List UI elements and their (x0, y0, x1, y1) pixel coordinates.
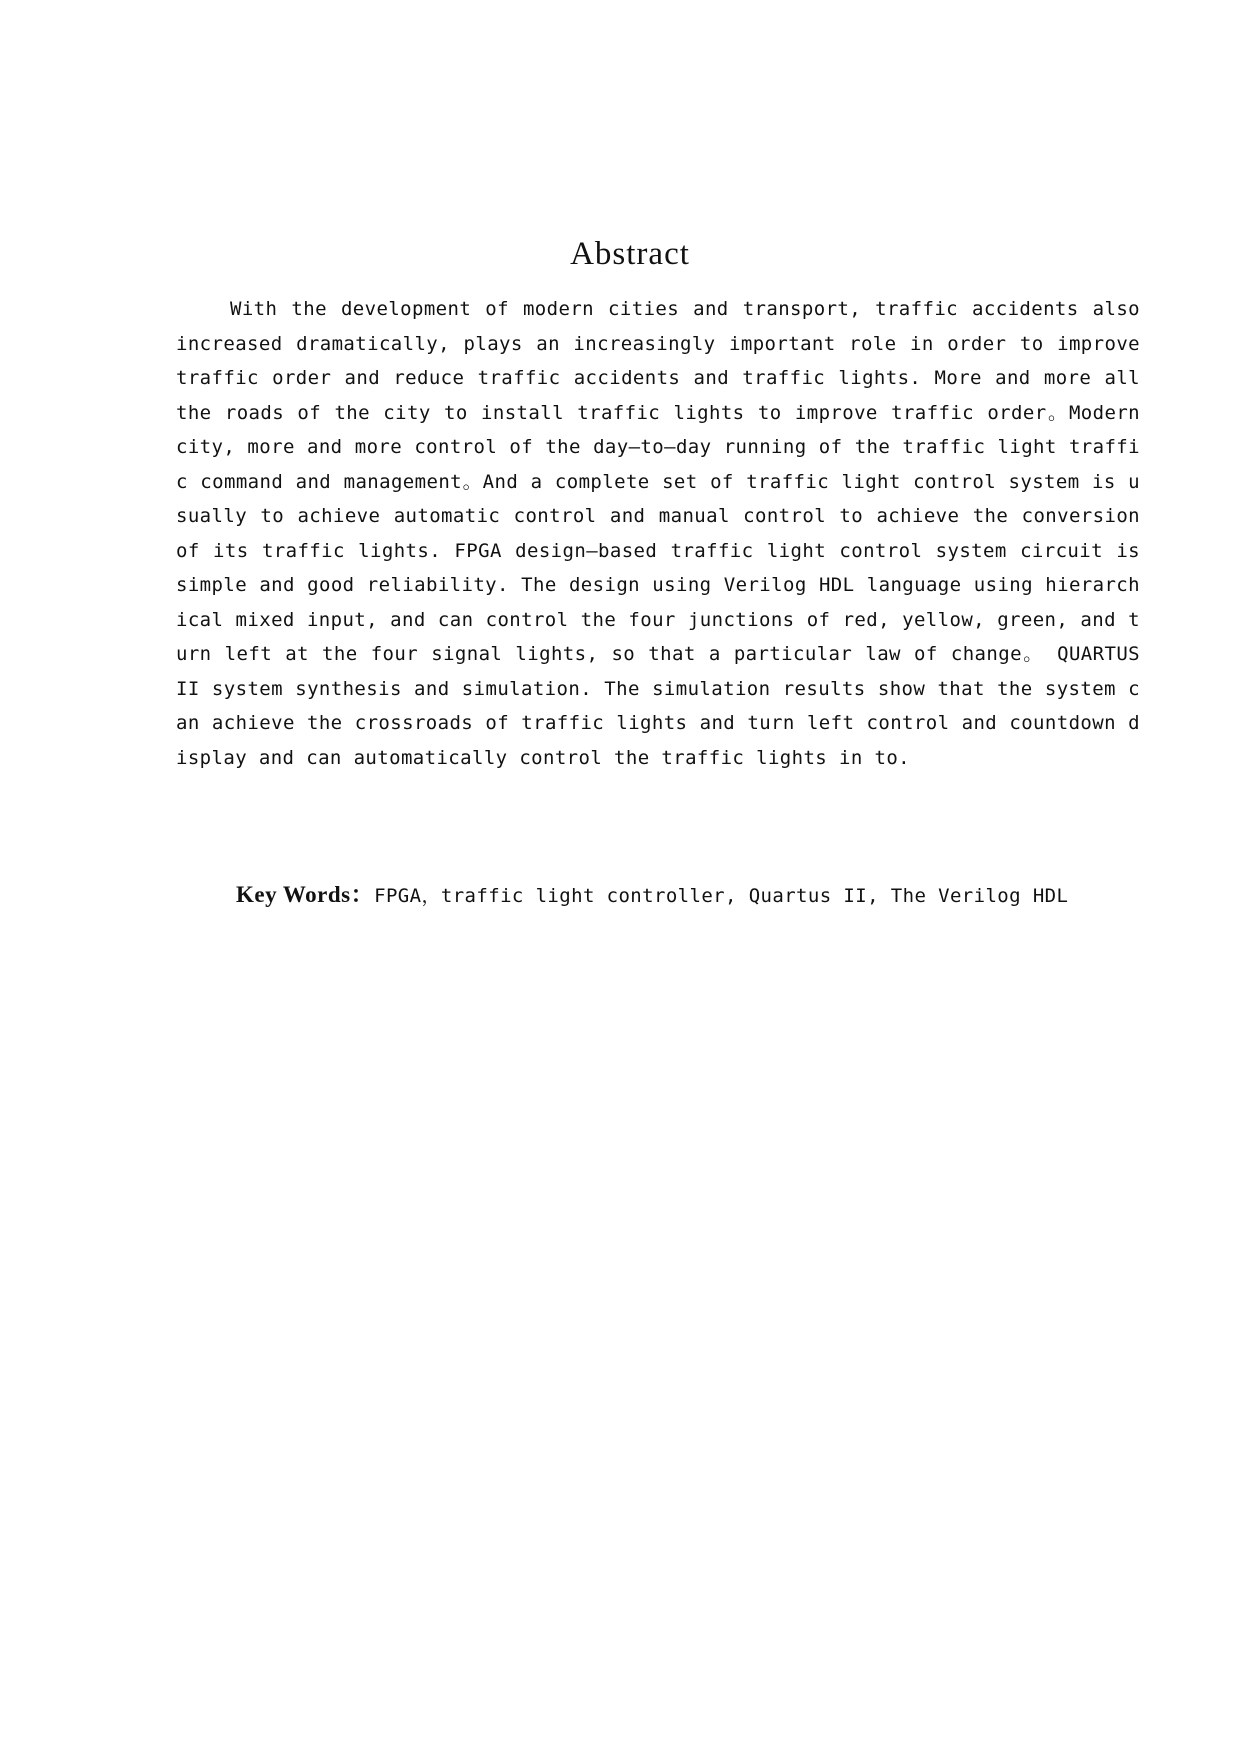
keywords-label: Key Words： (236, 882, 375, 907)
keywords-text: FPGA，traffic light controller, Quartus II, The Verilog HDL (374, 885, 1069, 907)
abstract-body: With the development of modern cities and transport, traffic accidents also increased dramatically, plays an increasingly important role in order to improve traffic order and reduce traffic accidents and traffic lights. More and more all the roads of the city to install traffic lights to improve traffic order。Modern city, more and more control of the day—to—day running of the traffic light traffic command and management。And a complete set of traffic light control system is usually to achieve automatic control and manual control to achieve the conversion of its traffic lights. FPGA design—based traffic light control system circuit is simple and good reliability. The design using Verilog HDL language using hierarchical mixed input, and can control the four junctions of red, yellow, green, and turn left at the four signal lights, so that a particular law of change。 QUARTUS II system synthesis and simulation. The simulation results show that the system can achieve the crossroads of traffic lights and turn left control and countdown display and can automatically control the traffic lights in to. (176, 298, 1140, 769)
abstract-title: Abstract (570, 236, 690, 272)
keywords-paragraph (176, 878, 1140, 914)
